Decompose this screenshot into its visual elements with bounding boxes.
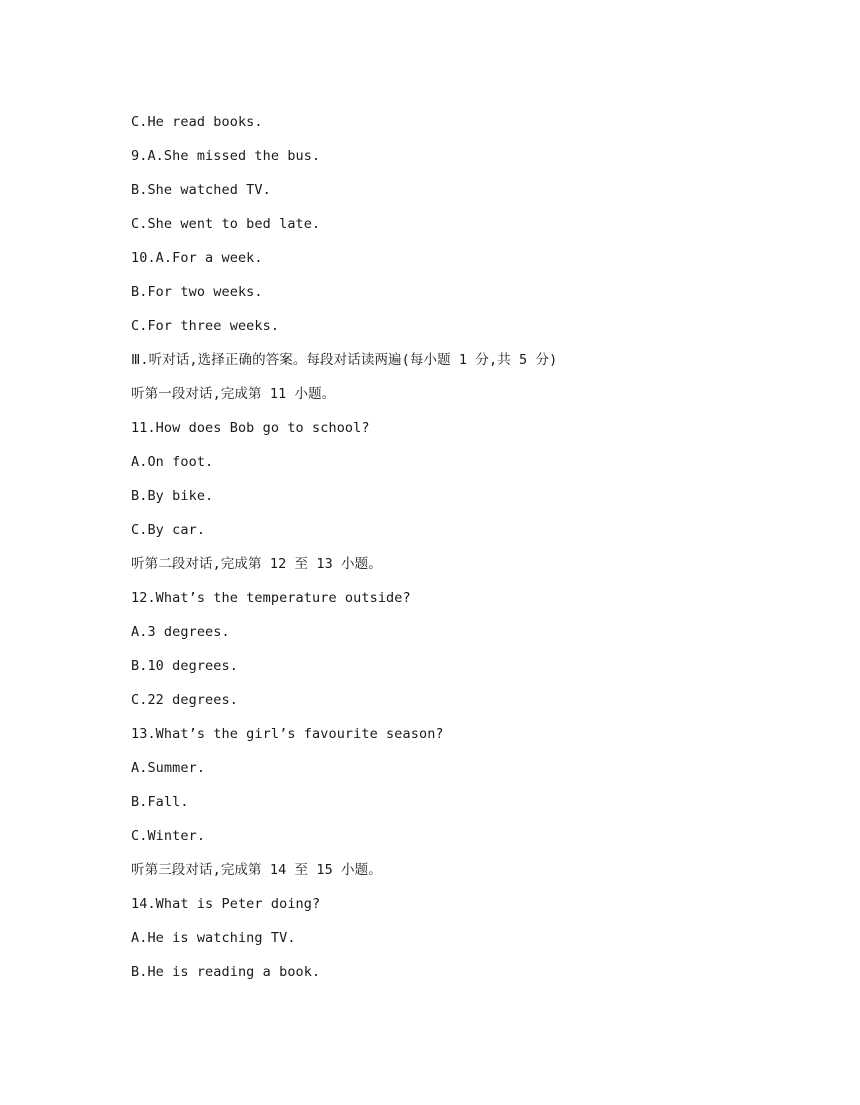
option-13a: A.Summer. <box>131 760 206 776</box>
option-13b: B.Fall. <box>131 794 189 810</box>
option-11c: C.By car. <box>131 522 206 538</box>
question-12: 12.What’s the temperature outside? <box>131 590 411 606</box>
question-14: 14.What is Peter doing? <box>131 896 321 912</box>
option-12c: C.22 degrees. <box>131 692 238 708</box>
option-13c: C.Winter. <box>131 828 206 844</box>
option-14a: A.He is watching TV. <box>131 930 296 946</box>
question-10-option-a: 10.A.For a week. <box>131 250 263 266</box>
question-11: 11.How does Bob go to school? <box>131 420 370 436</box>
option-12b: B.10 degrees. <box>131 658 238 674</box>
question-9-option-a: 9.A.She missed the bus. <box>131 148 321 164</box>
option-10b: B.For two weeks. <box>131 284 263 300</box>
dialogue-2-instruction: 听第二段对话,完成第 12 至 13 小题。 <box>131 556 382 572</box>
option-9c: C.She went to bed late. <box>131 216 321 232</box>
option-12a: A.3 degrees. <box>131 624 230 640</box>
dialogue-1-instruction: 听第一段对话,完成第 11 小题。 <box>131 386 336 402</box>
section-3-heading: Ⅲ.听对话,选择正确的答案。每段对话读两遍(每小题 1 分,共 5 分) <box>131 352 558 368</box>
option-11a: A.On foot. <box>131 454 214 470</box>
option-10c: C.For three weeks. <box>131 318 280 334</box>
question-13: 13.What’s the girl’s favourite season? <box>131 726 444 742</box>
option-8c: C.He read books. <box>131 114 263 130</box>
option-9b: B.She watched TV. <box>131 182 271 198</box>
option-11b: B.By bike. <box>131 488 214 504</box>
page-content <box>131 111 771 995</box>
dialogue-3-instruction: 听第三段对话,完成第 14 至 15 小题。 <box>131 862 382 878</box>
option-14b: B.He is reading a book. <box>131 964 321 980</box>
